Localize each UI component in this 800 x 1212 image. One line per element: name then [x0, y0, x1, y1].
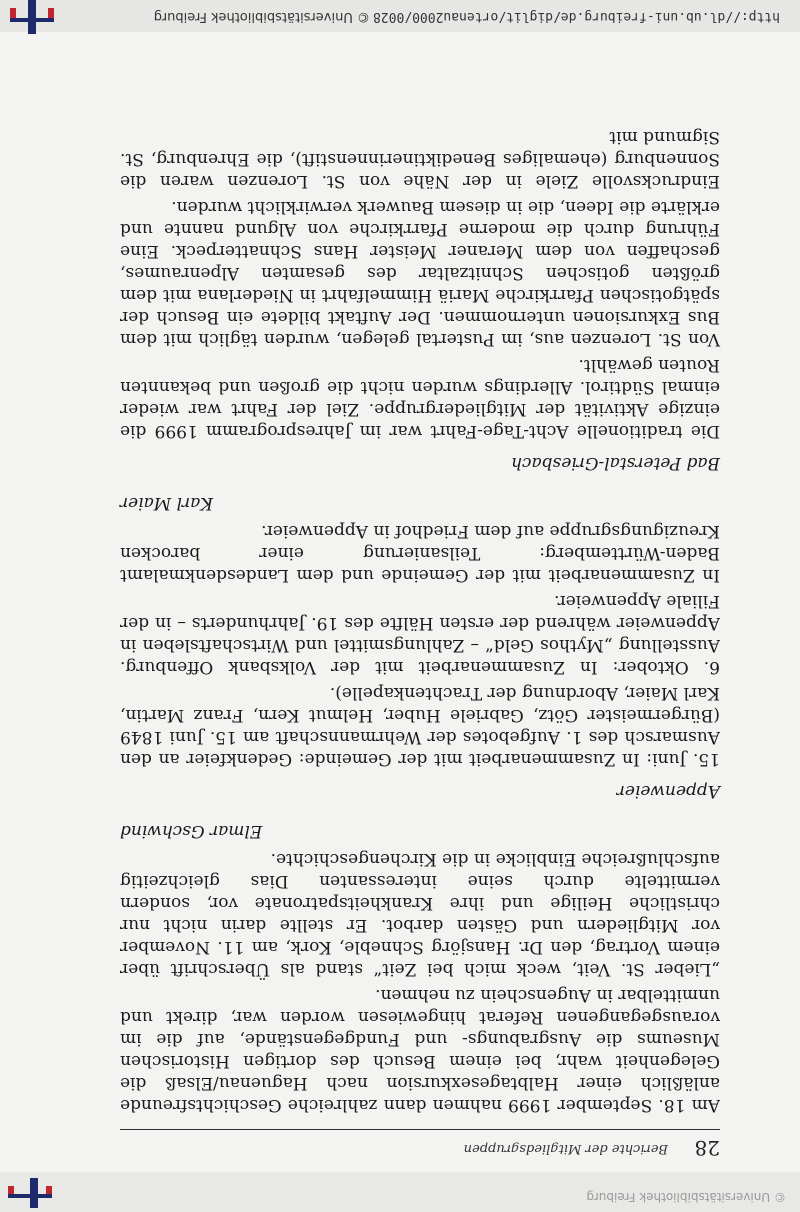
footer-bar — [0, 0, 800, 32]
paragraph: In Zusammenarbeit mit der Gemeinde und dem Landesdenkmalamt Baden-Württemberg: Teilsanierung einer barocken Kreuzigungsgruppe auf dem Friedhof in Appenweier. — [120, 521, 720, 585]
paragraph: „Lieber St. Veit, weck mich bei Zeit“ stand als Überschrift über einem Vortrag, den Dr. Hansjörg Schneble, Kork, am 11. November vor Mitgliedern und Gästen darbot. Er stellte darin nicht nur christliche Heilige und ihre Krankheitspatronate vor, sondern vermittelte durch seine interessanten Dias gleichzeitig aufschlußreiche Einblicke in die Kirchengeschichte. — [120, 849, 720, 979]
page-number: 28 — [694, 1136, 720, 1160]
paragraph: Von St. Lorenzen aus, im Pustertal gelegen, wurden täglich mit dem Bus Exkursionen unternommen. Der Auftakt bildete ein Besuch der spätgotischen Pfarrkirche Mariä Himmelfahrt in Niederlana mit dem größten gotischen Schnitzaltar des gesamten Alpenraumes, geschaffen von dem Meraner Meister Hans Schnatterpeck. Eine Führung durch die moderne Pfarrkirche von Algund nannte und erklärte die Ideen, die in diesem Bauwerk verwirklicht wurden. — [120, 197, 720, 349]
section-heading: Bad Peterstal-Griesbach — [511, 453, 720, 473]
copyright-text: © Universitätsbibliothek Freiburg — [153, 9, 370, 24]
paragraph: 6. Oktober: In Zusammenarbeit mit der Volksbank Offenburg. Ausstellung „Mythos Geld“ – Zahlungsmittel und Wirtschaftsleben in Appenweier während der ersten Hälfte des 19. Jahrhunderts – in der Filiale Appenweier. — [120, 591, 720, 677]
top-bar-text: © Universitätsbibliothek Freiburg — [586, 1190, 786, 1204]
header-rule — [120, 1129, 720, 1130]
signature: Karl Maier — [120, 493, 213, 513]
top-bar — [0, 1172, 800, 1212]
paragraph: Die traditionelle Acht-Tage-Fahrt war im Jahresprogramm 1999 die einzige Aktivität der Mitgliedergruppe. Ziel der Fahrt war wieder einmal Südtirol. Allerdings wurden nicht die großen und bekannten Routen gewählt. — [120, 355, 720, 441]
library-logo-icon — [8, 1178, 52, 1208]
signature: Elmar Gschwind — [120, 821, 263, 841]
paragraph: 15. Juni: In Zusammenarbeit mit der Gemeinde: Gedenkfeier an den Ausmarsch des 1. Aufgebotes der Wehrmannschaft am 15. Juni 1849 (Bürgermeister Götz, Gabriele Huber, Helmut Kern, Franz Martin, Karl Maier, Abordnung der Trachtenkapelle). — [120, 683, 720, 769]
paragraph: Am 18. September 1999 nahmen dann zahlreiche Geschichtsfreunde anläßlich einer Halbtagesexkursion nach Haguenau/Elsaß die Gelegenheit wahr, bei einem Besuch des dortigen Historischen Museums die Ausgrabungs- und Fundgegenstände, auf die im vorausgegangenen Referat hingewiesen worden war, direkt und unmittelbar in Augenschein zu nehmen. — [120, 985, 720, 1115]
running-head: Berichte der Mitgliedsgruppen — [463, 1141, 668, 1156]
source-url-link[interactable]: http://dl.ub.uni-freiburg.de/diglit/ortenau2000/0028 — [373, 9, 780, 24]
paragraph: Eindrucksvolle Ziele in der Nähe von St. Lorenzen waren die Sonnenburg (ehemaliges Benediktinerinnenstift), die Ehrenburg, St. Sigmund mit — [120, 127, 720, 191]
page-body — [120, 122, 720, 1116]
section-heading: Appenweier — [616, 781, 720, 801]
library-logo-icon — [10, 0, 54, 34]
